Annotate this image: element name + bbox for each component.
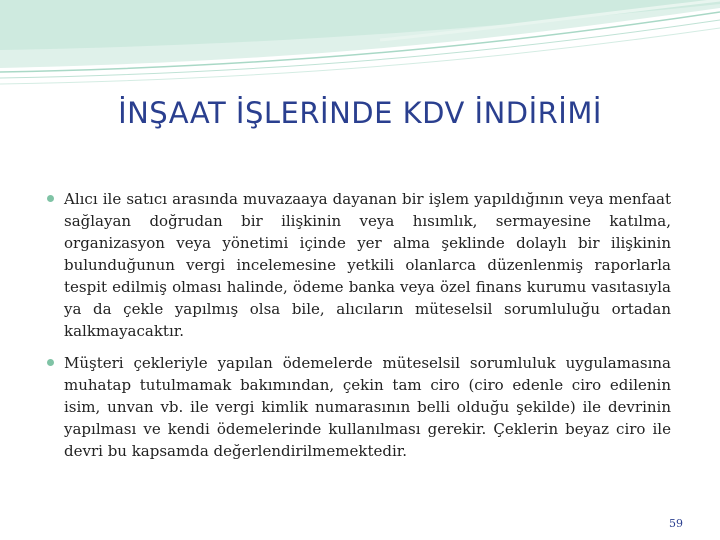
bullet-dot-icon: [47, 195, 54, 202]
bullet-text: Müşteri çekleriyle yapılan ödemelerde müteselsil sorumluluk uygulamasına muhatap tutulmamak bakımından, çekin tam ciro (ciro edenle ciro edilenin isim, unvan vb. ile vergi kimlik numarasının belli olduğu şekilde) ile devrinin yapılması ve kendi ödemelerinde kullanılması gerekir. Çeklerin beyaz ciro ile devri bu kapsamda değerlendirilmemektedir.: [64, 354, 671, 460]
bullet-list: [44, 188, 671, 472]
bullet-item: [44, 352, 671, 462]
bullet-item: [44, 188, 671, 342]
bullet-text: Alıcı ile satıcı arasında muvazaaya dayanan bir işlem yapıldığının veya menfaat sağlayan doğrudan bir ilişkinin veya hısımlık, sermayesine katılma, organizasyon veya yönetimi içinde yer alma şeklinde dolaylı bir ilişkinin bulunduğunun vergi incelemesine yetkili olanlarca düzenlenmiş raporlarla tespit edilmiş olması halinde, ödeme banka veya özel finans kurumu vasıtasıyla ya da çekle yapılmış olsa bile, alıcıların müteselsil sorumluluğu ortadan kalkmayacaktır.: [64, 190, 671, 340]
page-number: 59: [669, 517, 683, 530]
header-wave-decoration: [0, 0, 720, 90]
bullet-dot-icon: [47, 359, 54, 366]
slide-title: İNŞAAT İŞLERİNDE KDV İNDİRİMİ: [118, 96, 602, 130]
